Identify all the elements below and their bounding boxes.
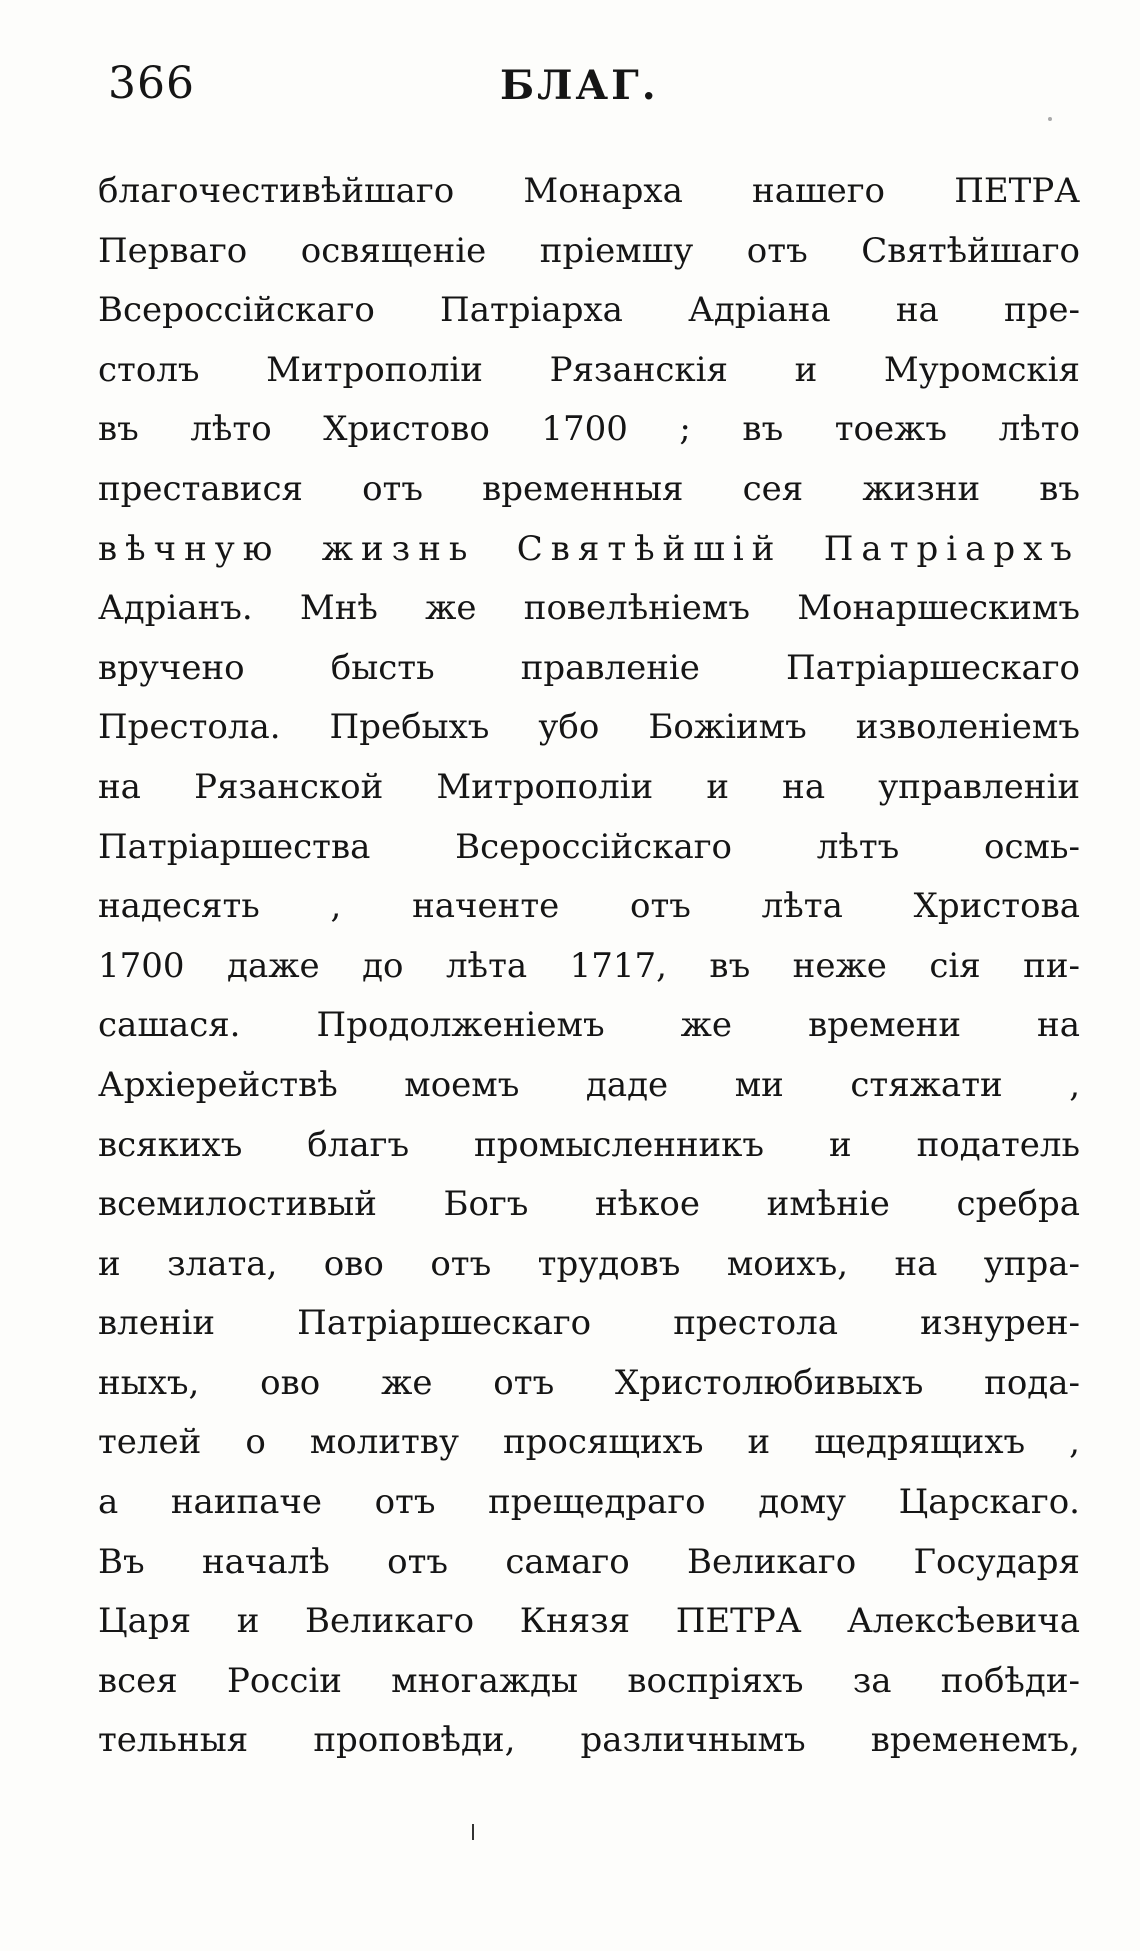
page-header — [100, 58, 1060, 128]
text-line: всемилостивый Богъ нѣкое имѣніе сребра — [98, 1184, 1080, 1225]
text-line: Въ началѣ отъ самаго Великаго Государя — [98, 1541, 1080, 1582]
print-mark — [472, 1824, 474, 1840]
text-line: а наипаче отъ прещедраго дому Царскаго. — [98, 1482, 1080, 1523]
text-line: тельныя проповѣди, различнымъ временемъ, — [98, 1720, 1080, 1761]
text-line: 1700 даже до лѣта 1717, въ неже сія пи- — [98, 945, 1080, 986]
text-line: сашася. Продолженіемъ же времени на — [98, 1005, 1080, 1046]
text-line: ныхъ, ово же отъ Христолюбивыхъ пода- — [98, 1362, 1080, 1403]
text-line: на Рязанской Митрополіи и на управленіи — [98, 766, 1080, 807]
text-line: столъ Митрополіи Рязанскія и Муромскія — [98, 349, 1080, 390]
running-head: БЛАГ. — [500, 62, 659, 109]
text-line: Всероссійскаго Патріарха Адріана на пре- — [98, 290, 1080, 331]
text-line: вручено бысть правленіе Патріаршескаго — [98, 647, 1080, 688]
text-line: Перваго освященіе пріемшу отъ Святѣйшаго — [98, 230, 1080, 271]
text-line: и злата, ово отъ трудовъ моихъ, на упра- — [98, 1243, 1080, 1284]
text-line: всякихъ благъ промысленникъ и податель — [98, 1124, 1080, 1165]
text-line: Престола. Пребыхъ убо Божіимъ изволеніемъ — [98, 707, 1080, 748]
body-text — [98, 162, 1080, 1771]
text-line: преставися отъ временныя сея жизни въ — [98, 468, 1080, 509]
text-line: вѣчную жизнь Святѣйшій Патріархъ — [98, 528, 1080, 569]
text-line: надесять , начентe отъ лѣта Христова — [98, 886, 1080, 927]
text-line: Архіерействѣ моемъ даде ми стяжати , — [98, 1064, 1080, 1105]
text-line: Царя и Великаго Князя ПЕТРА Алексѣевича — [98, 1601, 1080, 1642]
text-line: Адріанъ. Мнѣ же повелѣніемъ Монаршескимъ — [98, 588, 1080, 629]
page-number: 366 — [108, 58, 195, 109]
text-line: телей о молитву просящихъ и щедрящихъ , — [98, 1422, 1080, 1463]
text-line: Патріаршества Всероссійскаго лѣтъ осмь- — [98, 826, 1080, 867]
text-line: вленіи Патріаршескаго престола изнурен- — [98, 1303, 1080, 1344]
text-line: всея Россіи многажды воспріяхъ за побѣди- — [98, 1660, 1080, 1701]
text-line: благочестивѣйшаго Монарха нашего ПЕТРА — [98, 171, 1080, 211]
text-line: въ лѣто Христово 1700 ; въ тоежъ лѣто — [98, 409, 1080, 450]
